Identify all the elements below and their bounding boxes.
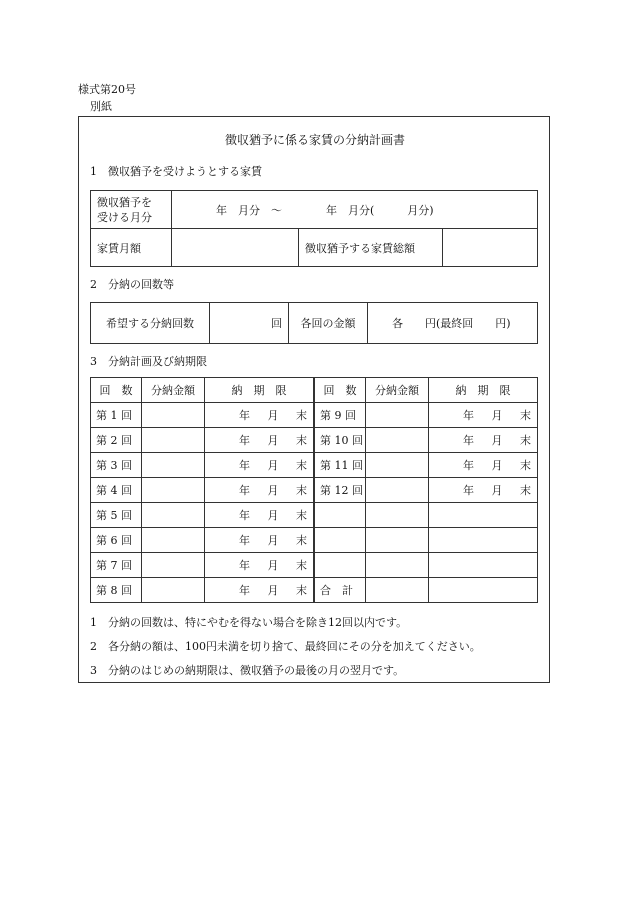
col-amount-right: 分納金額 <box>366 378 429 403</box>
empty-cell <box>314 553 366 578</box>
empty-cell <box>429 503 538 528</box>
empty-cell <box>429 553 538 578</box>
row-label: 第 10 回 <box>314 428 366 453</box>
note-3: 3 分納のはじめの納期限は、徴収猶予の最後の月の翌月です。 <box>90 664 405 677</box>
amount-cell[interactable] <box>142 428 205 453</box>
col-times-right: 回 数 <box>314 378 366 403</box>
total-amount-cell[interactable] <box>366 578 429 603</box>
amount-cell[interactable] <box>142 503 205 528</box>
empty-cell <box>314 528 366 553</box>
amount-cell[interactable] <box>142 553 205 578</box>
months-label-line1: 徴収猶予を <box>97 195 152 209</box>
each-amount-label: 各回の金額 <box>289 303 368 344</box>
table-row <box>91 503 538 528</box>
count-value[interactable]: 回 <box>210 303 289 344</box>
empty-cell <box>429 528 538 553</box>
deadline-cell[interactable]: 年 月 末 <box>205 428 315 453</box>
table-row <box>91 528 538 553</box>
note-1: 1 分納の回数は、特にやむを得ない場合を除き12回以内です。 <box>90 616 408 629</box>
row-label: 第 9 回 <box>314 403 366 428</box>
empty-cell <box>366 528 429 553</box>
deadline-cell[interactable]: 年 月 末 <box>205 553 315 578</box>
amount-cell[interactable] <box>366 478 429 503</box>
rent-table <box>90 190 538 267</box>
deadline-cell[interactable]: 年 月 末 <box>429 453 538 478</box>
deadline-cell[interactable]: 年 月 末 <box>205 453 315 478</box>
table-row <box>91 428 538 453</box>
rent-monthly-label: 家賃月額 <box>91 229 172 267</box>
attachment-label: 別紙 <box>90 100 112 113</box>
amount-cell[interactable] <box>366 453 429 478</box>
deadline-cell[interactable]: 年 月 末 <box>429 428 538 453</box>
deadline-cell[interactable]: 年 月 末 <box>429 403 538 428</box>
row-label: 第 3 回 <box>91 453 142 478</box>
rent-total-label: 徴収猶予する家賃総額 <box>299 229 443 267</box>
months-label <box>91 191 172 229</box>
deadline-cell[interactable]: 年 月 末 <box>205 478 315 503</box>
amount-cell[interactable] <box>366 428 429 453</box>
row-label: 第 5 回 <box>91 503 142 528</box>
amount-cell[interactable] <box>366 403 429 428</box>
count-label: 希望する分納回数 <box>91 303 210 344</box>
table-row <box>91 478 538 503</box>
col-deadline-left: 納 期 限 <box>205 378 315 403</box>
installment-count-table <box>90 302 538 344</box>
section3-heading: 3 分納計画及び納期限 <box>90 355 207 368</box>
table-row <box>91 403 538 428</box>
deadline-cell[interactable]: 年 月 末 <box>205 578 315 603</box>
row-label: 第 8 回 <box>91 578 142 603</box>
form-number: 様式第20号 <box>78 83 136 96</box>
row-label: 第 4 回 <box>91 478 142 503</box>
installment-plan-table <box>90 377 538 603</box>
col-amount-left: 分納金額 <box>142 378 205 403</box>
deadline-cell[interactable]: 年 月 末 <box>205 528 315 553</box>
months-label-line2: 受ける月分 <box>97 210 152 224</box>
row-label: 第 6 回 <box>91 528 142 553</box>
each-amount-value[interactable]: 各 円(最終回 円) <box>368 303 538 344</box>
deadline-cell[interactable]: 年 月 末 <box>429 478 538 503</box>
rent-total-value[interactable] <box>443 229 538 267</box>
empty-cell <box>366 553 429 578</box>
amount-cell[interactable] <box>142 578 205 603</box>
deadline-cell[interactable]: 年 月 末 <box>205 403 315 428</box>
table-row <box>91 453 538 478</box>
amount-cell[interactable] <box>142 528 205 553</box>
col-times-left: 回 数 <box>91 378 142 403</box>
months-value[interactable]: 年 月分 ～ 年 月分( 月分) <box>172 191 538 229</box>
section2-heading: 2 分納の回数等 <box>90 278 174 291</box>
amount-cell[interactable] <box>142 453 205 478</box>
table-row <box>91 553 538 578</box>
table-row <box>91 578 538 603</box>
empty-cell <box>429 578 538 603</box>
row-label: 第 1 回 <box>91 403 142 428</box>
empty-cell <box>366 503 429 528</box>
total-label: 合 計 <box>314 578 366 603</box>
document-title: 徴収猶予に係る家賃の分納計画書 <box>224 133 405 147</box>
form-frame <box>78 116 550 683</box>
row-label: 第 11 回 <box>314 453 366 478</box>
row-label: 第 12 回 <box>314 478 366 503</box>
amount-cell[interactable] <box>142 478 205 503</box>
row-label: 第 7 回 <box>91 553 142 578</box>
col-deadline-right: 納 期 限 <box>429 378 538 403</box>
empty-cell <box>314 503 366 528</box>
deadline-cell[interactable]: 年 月 末 <box>205 503 315 528</box>
row-label: 第 2 回 <box>91 428 142 453</box>
note-2: 2 各分納の額は、100円未満を切り捨て、最終回にその分を加えてください。 <box>90 640 481 653</box>
rent-monthly-value[interactable] <box>172 229 299 267</box>
amount-cell[interactable] <box>142 403 205 428</box>
section1-heading: 1 徴収猶予を受けようとする家賃 <box>90 165 262 178</box>
